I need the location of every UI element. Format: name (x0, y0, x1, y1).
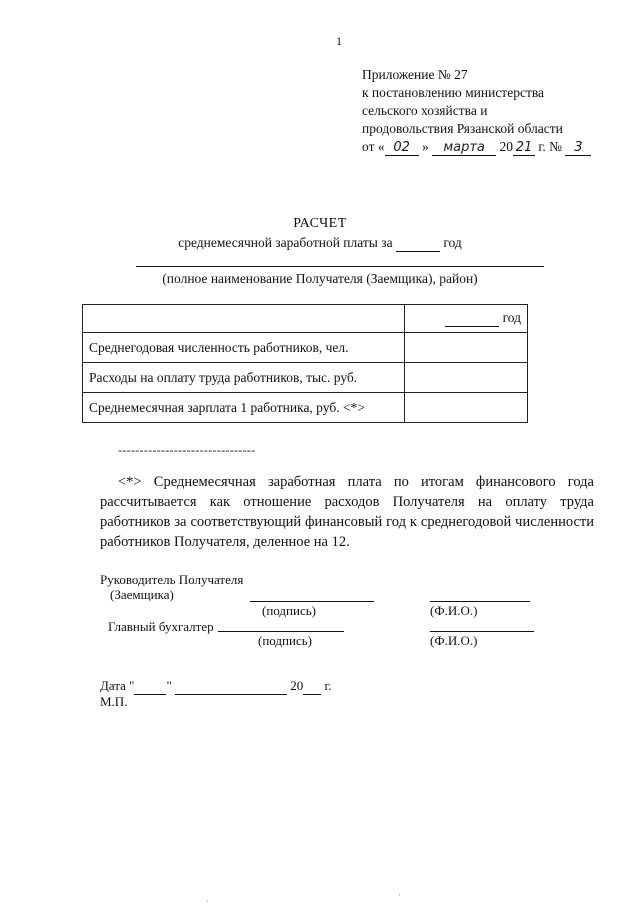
footnote-text: <*> Среднемесячная заработная плата по итогам финансового года рассчитывается как отношение расходов Получателя на оплату труда работников за соответствующий финансовый год к среднегодовой численности работников Получателя, деленное на 12. (100, 474, 594, 550)
subtitle-prefix: среднемесячной заработной платы за (178, 235, 393, 250)
date-day: 02 (385, 141, 419, 156)
row-label: Расходы на оплату труда работников, тыс. руб. (83, 363, 405, 393)
accountant-signature-caption: (подпись) (258, 633, 312, 648)
date-quote-close: " (166, 678, 172, 693)
table-row (83, 363, 528, 393)
table-year-label: год (502, 310, 521, 325)
table-header-row (83, 305, 528, 333)
accountant-label: Главный бухгалтер (108, 619, 214, 634)
header-empty-cell (83, 305, 405, 333)
document-title: РАСЧЕТ (293, 216, 347, 231)
page-number: 1 (336, 34, 342, 48)
date-number-label: г. № (538, 139, 563, 154)
row-value-cell[interactable] (405, 363, 528, 393)
appendix-date-line (362, 138, 591, 156)
subtitle-suffix: год (443, 235, 462, 250)
table-year-blank (445, 310, 499, 327)
date-prefix: от « (362, 139, 385, 154)
stamp-label: М.П. (100, 694, 128, 709)
date-year-prefix: 20 (499, 139, 513, 154)
scan-mark: · (206, 896, 209, 906)
head-fio-caption: (Ф.И.О.) (430, 603, 478, 618)
head-label-line-1: Руководитель Получателя (100, 572, 244, 587)
calculation-table (82, 304, 528, 423)
recipient-caption: (полное наименование Получателя (Заемщика), район) (162, 271, 478, 286)
table-row (83, 333, 528, 363)
row-value-cell[interactable] (405, 333, 528, 363)
date-month: марта (432, 141, 496, 156)
year-blank[interactable] (396, 235, 440, 252)
accountant-fio-line[interactable] (430, 631, 534, 632)
head-signature-line[interactable] (250, 601, 374, 602)
date-day-blank[interactable] (134, 678, 166, 695)
date-month-blank[interactable] (175, 678, 287, 695)
date-year-suffix: г. (324, 678, 332, 693)
scan-mark: · (398, 890, 401, 900)
date-line (100, 678, 332, 695)
accountant-signature-line[interactable] (218, 631, 344, 632)
date-number: 3 (565, 141, 591, 156)
head-fio-line[interactable] (430, 601, 530, 602)
row-label: Среднемесячная зарплата 1 работника, руб. <*> (83, 393, 405, 423)
appendix-line-1: к постановлению министерства (362, 85, 545, 100)
date-label: Дата " (100, 678, 135, 693)
document-subtitle (0, 235, 640, 252)
appendix-header (362, 66, 591, 156)
appendix-title: Приложение № 27 (362, 67, 468, 82)
row-value-cell[interactable] (405, 393, 528, 423)
footnote (100, 472, 594, 552)
date-mid: » (421, 139, 429, 154)
accountant-fio-caption: (Ф.И.О.) (430, 633, 478, 648)
header-year-cell[interactable] (405, 305, 528, 333)
date-year-prefix: 20 (290, 678, 304, 693)
table-row (83, 393, 528, 423)
head-label-line-2: (Заемщика) (110, 587, 174, 602)
appendix-line-2: сельского хозяйства и (362, 103, 488, 118)
recipient-name-line[interactable] (136, 266, 544, 267)
appendix-line-3: продовольствия Рязанской области (362, 121, 563, 136)
date-year-blank[interactable] (303, 678, 321, 695)
head-signature-caption: (подпись) (262, 603, 316, 618)
row-label: Среднегодовая численность работников, чел. (83, 333, 405, 363)
footnote-separator: -------------------------------- (118, 443, 256, 457)
date-year-suffix: 21 (513, 141, 535, 156)
